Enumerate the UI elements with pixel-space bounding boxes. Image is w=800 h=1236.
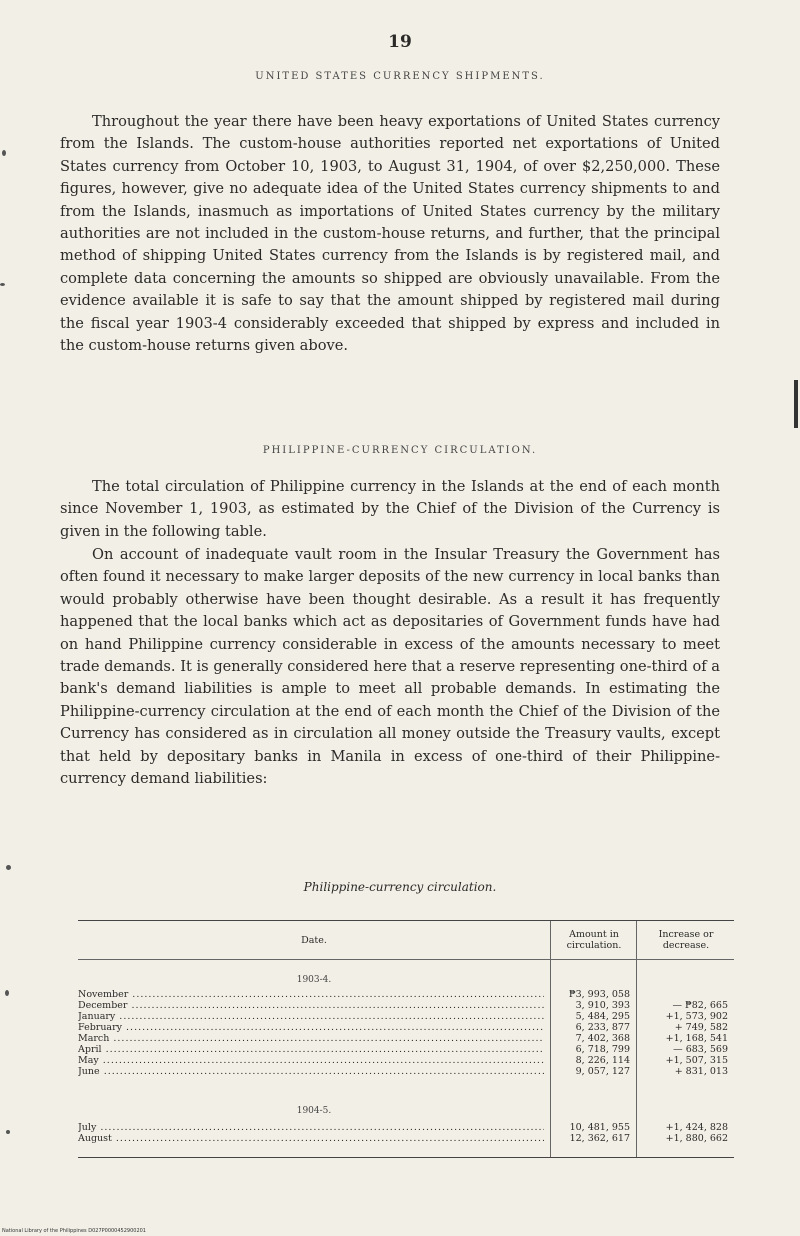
- scan-edge-bar: [794, 380, 798, 428]
- scan-mark: [6, 865, 11, 870]
- table-row: [78, 1000, 734, 1011]
- paragraph-vault-room: On account of inadequate vault room in the Insular Treasury the Government has often found it necessary to make larger deposits of the new currency in local banks than would probably otherwise have been thought desirable. As a result it has frequently happened that the local banks which act as depositaries of Government funds have had on hand Philippine currency considerable in excess of the amounts necessary to meet trade demands. It is generally considered here that a reserve representing one-third of a bank's demand liabilities is ample to meet all probable demands. In estimating the Philippine-currency circulation at the end of each month the Chief of the Division of the Currency has considered as in circulation all money outside the Treasury vaults, except that held by depositary banks in Manila in excess of one-third of their Philippine-currency demand liabilities:: [60, 546, 720, 788]
- row-month: February .....: [78, 1022, 544, 1033]
- row-month: July .....: [78, 1122, 544, 1133]
- column-header-amount: Amount in circulation.: [550, 921, 637, 959]
- row-amount: 9, 057, 127: [575, 1066, 630, 1077]
- row-change: +1, 424, 828: [665, 1122, 728, 1133]
- section-heading-currency-circulation: PHILIPPINE-CURRENCY CIRCULATION.: [262, 445, 538, 456]
- row-month: December .....: [78, 1000, 544, 1011]
- table-caption: Philippine-currency circulation.: [303, 880, 497, 894]
- row-amount: 8, 226, 114: [575, 1055, 630, 1066]
- row-change: +1, 507, 315: [665, 1055, 728, 1066]
- row-month: January .....: [78, 1011, 544, 1022]
- row-month: June .....: [78, 1066, 544, 1077]
- section-heading-currency-shipments: UNITED STATES CURRENCY SHIPMENTS.: [255, 71, 545, 82]
- scan-mark: [6, 1130, 10, 1134]
- column-header-change: Increase or decrease.: [636, 921, 735, 959]
- table-row: [78, 1011, 734, 1022]
- paragraph-circulation-intro: The total circulation of Philippine currency in the Islands at the end of each month since November 1, 1903, as estimated by the Chief of the Division of the Currency is given in the following table.: [60, 478, 720, 540]
- row-change: — 683, 569: [673, 1044, 728, 1055]
- scan-mark: [0, 283, 5, 286]
- table-row: [78, 1044, 734, 1055]
- table-header: [78, 921, 734, 960]
- row-amount: 6, 233, 877: [575, 1022, 630, 1033]
- table-row: [78, 1022, 734, 1033]
- row-month: November .....: [78, 989, 544, 1000]
- row-amount: 5, 484, 295: [575, 1011, 630, 1022]
- row-amount: 10, 481, 955: [569, 1122, 630, 1133]
- table-row: [78, 1133, 734, 1144]
- table-row: [78, 989, 734, 1000]
- paragraph-currency-shipments: Throughout the year there have been heavy exportations of United States currency from the Islands. The custom-house authorities reported net exportations of United States currency from October 10, 1903, to August 31, 1904, of over $2,250,000. These figures, however, give no adequate idea of the United States currency shipments to and from the Islands, inasmuch as importations of United States currency by the military authorities are not included in the custom-house returns, and further, that the principal method of shipping United States currency from the Islands is by registered mail, and complete data concerning the amounts so shipped are obviously unavailable. From the evidence available it is safe to say that the amount shipped by registered mail during the fiscal year 1903-4 considerably exceeded that shipped by express and included in the custom-house returns given above.: [60, 113, 720, 355]
- scan-mark: [2, 150, 6, 156]
- row-amount: ₱3, 993, 058: [568, 989, 630, 1000]
- scan-mark: [5, 990, 9, 996]
- table-row: [78, 1033, 734, 1044]
- row-change: — ₱82, 665: [672, 1000, 728, 1011]
- row-amount: 3, 910, 393: [575, 1000, 630, 1011]
- row-amount: 6, 718, 799: [575, 1044, 630, 1055]
- row-amount: 12, 362, 617: [569, 1133, 630, 1144]
- row-change: +1, 573, 902: [665, 1011, 728, 1022]
- row-month: May .....: [78, 1055, 544, 1066]
- row-change: + 831, 013: [674, 1066, 728, 1077]
- table-row: [78, 1066, 734, 1077]
- row-month: April .....: [78, 1044, 544, 1055]
- row-change: +1, 880, 662: [665, 1133, 728, 1144]
- fiscal-year-label: 1904-5.: [296, 1106, 332, 1116]
- table-row: [78, 1122, 734, 1133]
- row-month: March .....: [78, 1033, 544, 1044]
- fiscal-year-label: 1903-4.: [296, 975, 332, 985]
- row-amount: 7, 402, 368: [575, 1033, 630, 1044]
- page-number: 19: [388, 32, 412, 52]
- circulation-table: [78, 920, 734, 1158]
- scan-footer: National Library of the Philippines D027P0000452900201: [2, 1228, 146, 1234]
- row-change: + 749, 582: [674, 1022, 728, 1033]
- row-change: +1, 168, 541: [665, 1033, 728, 1044]
- row-month: August .....: [78, 1133, 544, 1144]
- column-header-date: Date.: [301, 934, 327, 946]
- table-row: [78, 1055, 734, 1066]
